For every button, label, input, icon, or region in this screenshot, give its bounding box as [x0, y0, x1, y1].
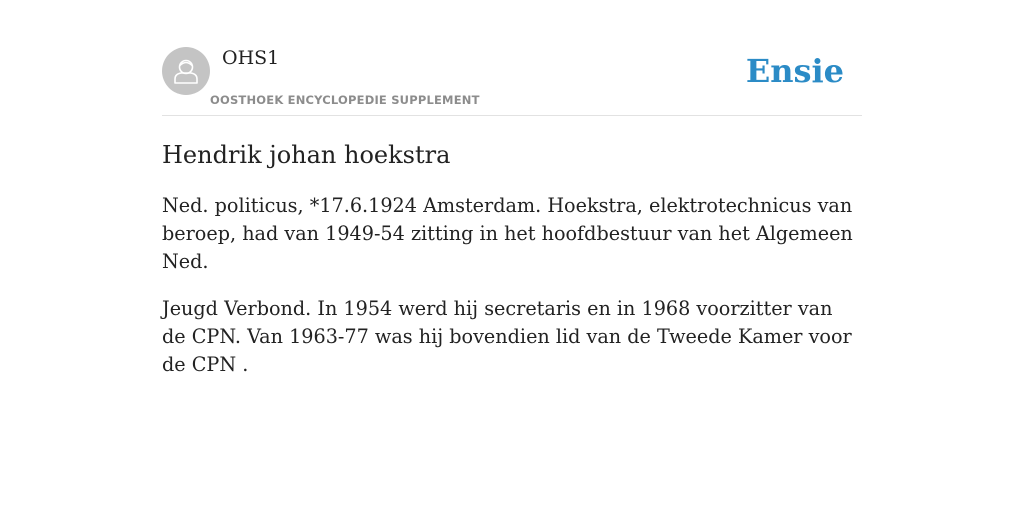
header [162, 46, 862, 116]
ensie-logo[interactable]: Ensie [745, 52, 844, 90]
user-avatar-icon [162, 47, 210, 95]
source-label[interactable]: OOSTHOEK ENCYCLOPEDIE SUPPLEMENT [210, 93, 480, 107]
author-name[interactable]: OHS1 [222, 47, 280, 69]
author-avatar[interactable] [162, 47, 210, 95]
article-body [162, 192, 862, 398]
article-paragraph: Jeugd Verbond. In 1954 werd hij secretaris en in 1968 voorzitter van de CPN. Van 1963-77 was hij bovendien lid van de Tweede Kamer voor de CPN . [162, 297, 852, 376]
article-paragraph: Ned. politicus, *17.6.1924 Amsterdam. Hoekstra, elektrotechnicus van beroep, had van 1949-54 zitting in het hoofdbestuur van het Algemeen Ned. [162, 194, 853, 273]
article-title: Hendrik johan hoekstra [162, 141, 451, 169]
